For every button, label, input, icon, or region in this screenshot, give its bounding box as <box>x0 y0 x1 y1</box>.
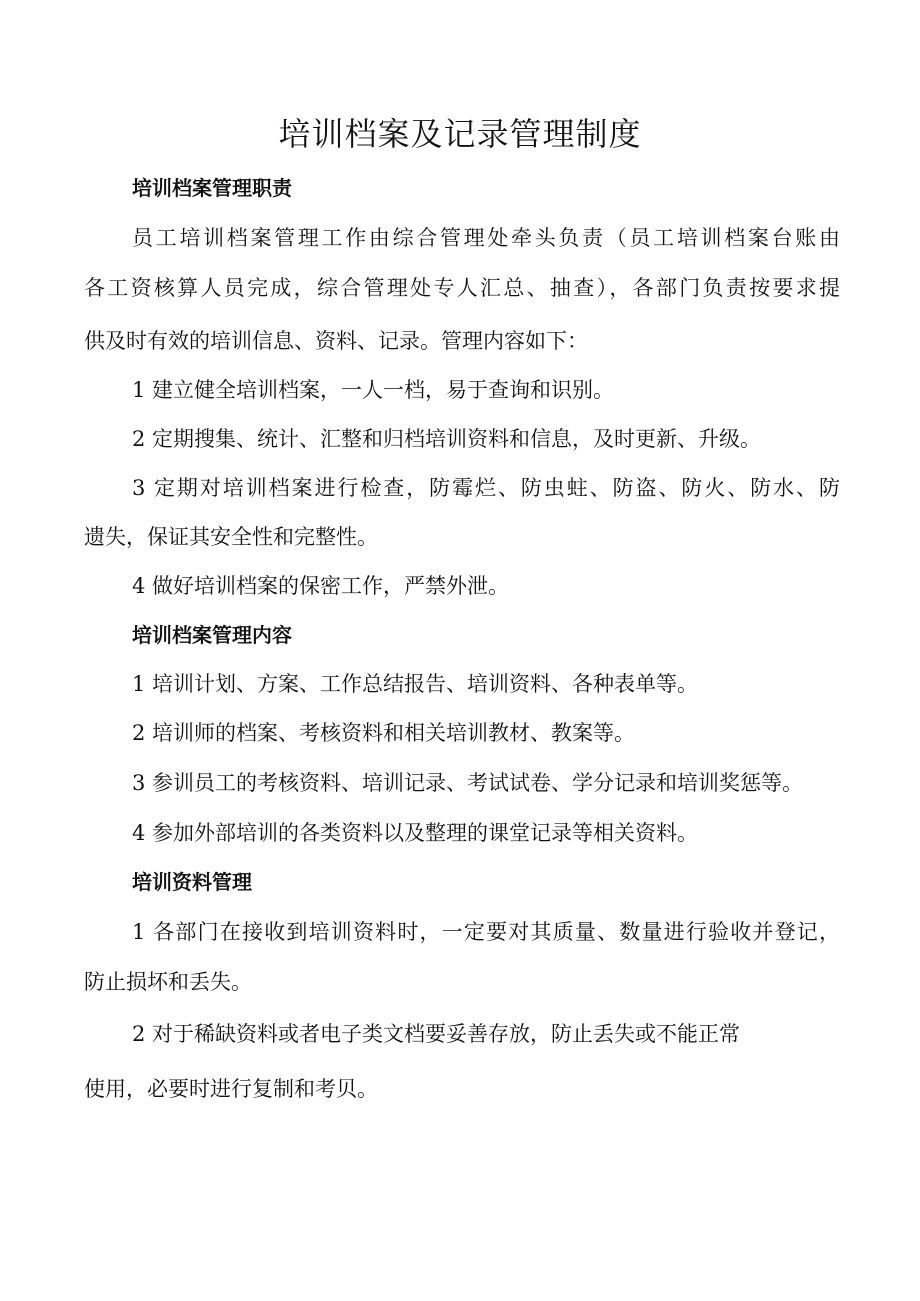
section-heading-contents: 培训档案管理内容 <box>132 623 292 647</box>
section-heading-responsibilities: 培训档案管理职责 <box>132 176 292 200</box>
paragraph-line: 各工资核算人员完成，综合管理处专人汇总、抽查），各部门负责按要求提 <box>84 276 840 300</box>
list-item: 4 做好培训档案的保密工作，严禁外泄。 <box>132 574 510 598</box>
list-item: 1 建立健全培训档案，一人一档，易于查询和识别。 <box>132 378 615 402</box>
section-heading-materials: 培训资料管理 <box>132 870 252 894</box>
list-item: 1 培训计划、方案、工作总结报告、培训资料、各种表单等。 <box>132 672 699 696</box>
list-item: 2 定期搜集、统计、汇整和归档培训资料和信息，及时更新、升级。 <box>132 427 762 451</box>
document-title: 培训档案及记录管理制度 <box>278 115 642 153</box>
list-item: 3 定期对培训档案进行检查，防霉烂、防虫蛀、防盗、防火、防水、防 <box>132 476 840 500</box>
list-item-continuation: 防止损坏和丢失。 <box>84 970 252 994</box>
list-item: 3 参训员工的考核资料、培训记录、考试试卷、学分记录和培训奖惩等。 <box>132 771 804 795</box>
list-item: 2 培训师的档案、考核资料和相关培训教材、教案等。 <box>132 721 636 745</box>
list-item: 4 参加外部培训的各类资料以及整理的课堂记录等相关资料。 <box>132 821 699 845</box>
list-item-continuation: 使用，必要时进行复制和考贝。 <box>84 1077 378 1101</box>
list-item: 1 各部门在接收到培训资料时，一定要对其质量、数量进行验收并登记， <box>132 920 840 944</box>
paragraph-line: 供及时有效的培训信息、资料、记录。管理内容如下： <box>84 329 588 353</box>
list-item: 2 对于稀缺资料或者电子类文档要妥善存放，防止丢失或不能正常 <box>132 1022 741 1046</box>
list-item-continuation: 遗失，保证其安全性和完整性。 <box>84 525 378 549</box>
paragraph-line: 员工培训档案管理工作由综合管理处牵头负责（员工培训档案台账由 <box>132 226 840 250</box>
